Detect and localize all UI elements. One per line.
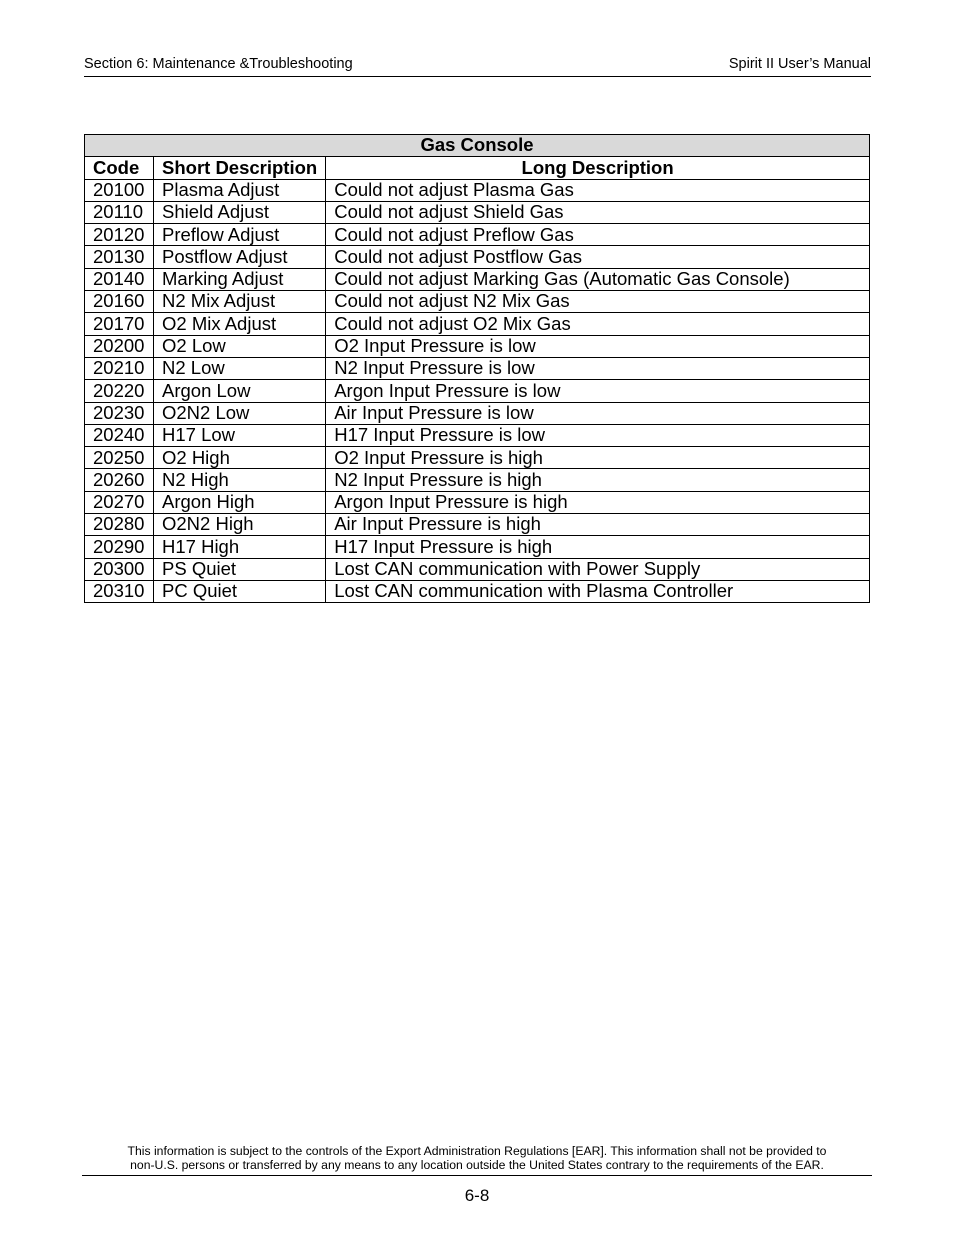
cell-short-description: N2 Low xyxy=(154,357,326,379)
cell-short-description: O2 Mix Adjust xyxy=(154,313,326,335)
table-row xyxy=(85,201,870,223)
cell-short-description: PC Quiet xyxy=(154,580,326,602)
table-row xyxy=(85,179,870,201)
cell-long-description: Air Input Pressure is high xyxy=(326,514,870,536)
cell-short-description: PS Quiet xyxy=(154,558,326,580)
table-row xyxy=(85,514,870,536)
cell-long-description: H17 Input Pressure is low xyxy=(326,424,870,446)
cell-long-description: Could not adjust Marking Gas (Automatic Gas Console) xyxy=(326,268,870,290)
export-notice-line-2: non-U.S. persons or transferred by any means to any location outside the United States contrary to the requirements of the EAR. xyxy=(130,1158,824,1172)
cell-code: 20240 xyxy=(85,424,154,446)
table-row xyxy=(85,558,870,580)
cell-code: 20170 xyxy=(85,313,154,335)
cell-code: 20130 xyxy=(85,246,154,268)
cell-code: 20270 xyxy=(85,491,154,513)
table-row xyxy=(85,357,870,379)
table-title: Gas Console xyxy=(85,135,870,157)
cell-long-description: Could not adjust Shield Gas xyxy=(326,201,870,223)
cell-short-description: O2N2 High xyxy=(154,514,326,536)
column-header-short-description: Short Description xyxy=(154,157,326,179)
export-notice xyxy=(82,1144,872,1176)
cell-long-description: N2 Input Pressure is low xyxy=(326,357,870,379)
table-row xyxy=(85,536,870,558)
cell-short-description: N2 Mix Adjust xyxy=(154,291,326,313)
table-row xyxy=(85,313,870,335)
table-row xyxy=(85,268,870,290)
cell-long-description: Lost CAN communication with Plasma Controller xyxy=(326,580,870,602)
cell-long-description: Could not adjust Preflow Gas xyxy=(326,224,870,246)
cell-code: 20300 xyxy=(85,558,154,580)
cell-short-description: O2N2 Low xyxy=(154,402,326,424)
cell-short-description: N2 High xyxy=(154,469,326,491)
cell-short-description: O2 Low xyxy=(154,335,326,357)
table-row xyxy=(85,335,870,357)
cell-long-description: Air Input Pressure is low xyxy=(326,402,870,424)
table-row xyxy=(85,380,870,402)
cell-long-description: O2 Input Pressure is low xyxy=(326,335,870,357)
cell-long-description: Could not adjust Postflow Gas xyxy=(326,246,870,268)
cell-long-description: Lost CAN communication with Power Supply xyxy=(326,558,870,580)
table-row xyxy=(85,447,870,469)
table-row xyxy=(85,580,870,602)
cell-code: 20110 xyxy=(85,201,154,223)
cell-long-description: Could not adjust Plasma Gas xyxy=(326,179,870,201)
cell-long-description: Argon Input Pressure is low xyxy=(326,380,870,402)
cell-short-description: Argon Low xyxy=(154,380,326,402)
cell-code: 20140 xyxy=(85,268,154,290)
page-header xyxy=(84,56,871,77)
cell-code: 20250 xyxy=(85,447,154,469)
table-row xyxy=(85,402,870,424)
cell-long-description: Argon Input Pressure is high xyxy=(326,491,870,513)
cell-code: 20200 xyxy=(85,335,154,357)
table-row xyxy=(85,491,870,513)
cell-code: 20160 xyxy=(85,291,154,313)
cell-code: 20280 xyxy=(85,514,154,536)
cell-code: 20310 xyxy=(85,580,154,602)
table-title-row xyxy=(85,135,870,157)
cell-short-description: Preflow Adjust xyxy=(154,224,326,246)
cell-short-description: Postflow Adjust xyxy=(154,246,326,268)
cell-long-description: O2 Input Pressure is high xyxy=(326,447,870,469)
table-row xyxy=(85,469,870,491)
cell-code: 20220 xyxy=(85,380,154,402)
export-notice-line-1: This information is subject to the controls of the Export Administration Regulations [EAR]. This information shall not be provided to xyxy=(127,1144,827,1158)
cell-long-description: Could not adjust N2 Mix Gas xyxy=(326,291,870,313)
cell-code: 20260 xyxy=(85,469,154,491)
cell-code: 20290 xyxy=(85,536,154,558)
cell-short-description: O2 High xyxy=(154,447,326,469)
cell-short-description: Marking Adjust xyxy=(154,268,326,290)
column-header-long-description: Long Description xyxy=(326,157,870,179)
cell-long-description: H17 Input Pressure is high xyxy=(326,536,870,558)
table-header-row xyxy=(85,157,870,179)
cell-short-description: H17 Low xyxy=(154,424,326,446)
table-row xyxy=(85,291,870,313)
cell-code: 20210 xyxy=(85,357,154,379)
table-row xyxy=(85,424,870,446)
cell-short-description: Shield Adjust xyxy=(154,201,326,223)
table-row xyxy=(85,246,870,268)
cell-short-description: Argon High xyxy=(154,491,326,513)
column-header-code: Code xyxy=(85,157,154,179)
cell-long-description: N2 Input Pressure is high xyxy=(326,469,870,491)
cell-code: 20100 xyxy=(85,179,154,201)
header-manual-title: Spirit II User’s Manual xyxy=(728,56,871,72)
cell-short-description: Plasma Adjust xyxy=(154,179,326,201)
gas-console-table xyxy=(84,134,870,603)
header-section-title: Section 6: Maintenance &Troubleshooting xyxy=(84,56,353,72)
table-row xyxy=(85,224,870,246)
cell-short-description: H17 High xyxy=(154,536,326,558)
cell-code: 20230 xyxy=(85,402,154,424)
page-number: 6-8 xyxy=(464,1186,490,1205)
cell-code: 20120 xyxy=(85,224,154,246)
cell-long-description: Could not adjust O2 Mix Gas xyxy=(326,313,870,335)
